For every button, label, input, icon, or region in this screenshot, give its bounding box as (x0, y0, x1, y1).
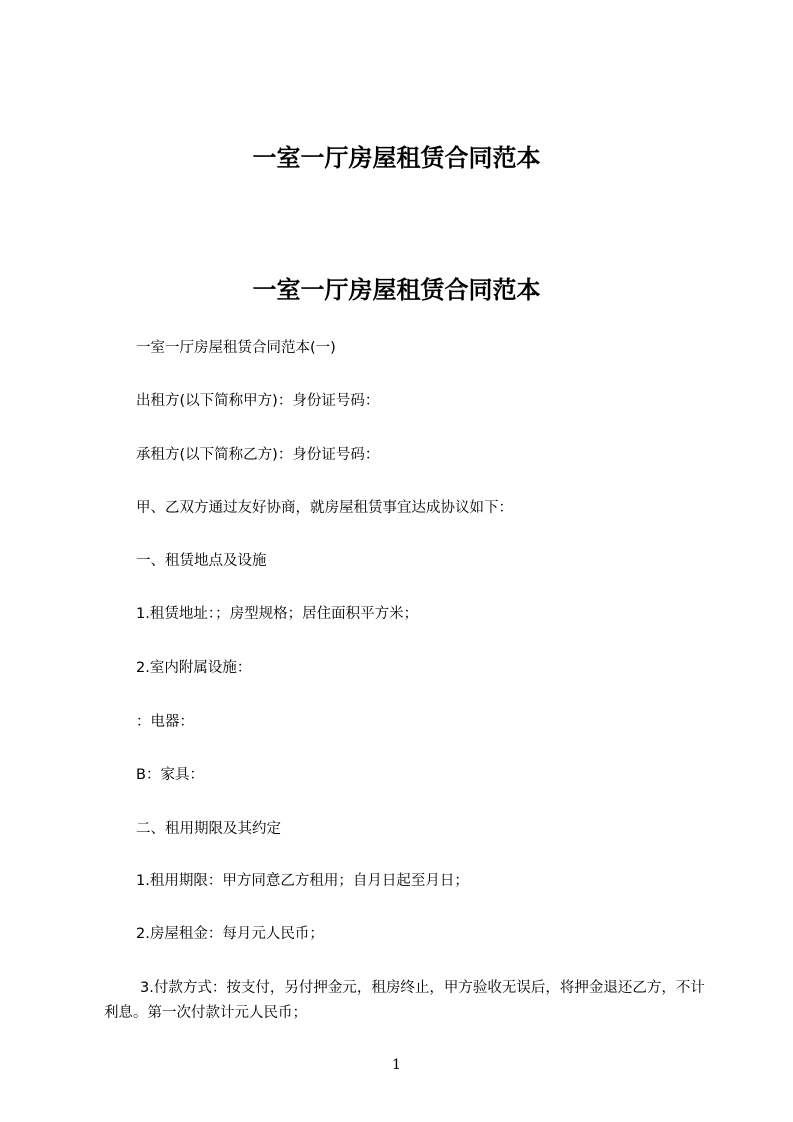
clause-appliances: ：电器： (136, 714, 194, 730)
section-heading-1: 一、租赁地点及设施 (136, 553, 267, 569)
clause-rent: 2.房屋租金：每月元人民币； (136, 926, 324, 942)
agreement-intro: 甲、乙双方通过友好协商，就房屋租赁事宜达成协议如下： (136, 500, 513, 516)
clause-lease-term: 1.租用期限：甲方同意乙方租用；自月日起至月日； (136, 873, 469, 889)
clause-address: 1.租赁地址：；房型规格；居住面积平方米； (136, 606, 419, 622)
lessor-line: 出租方(以下简称甲方)：身份证号码： (136, 393, 380, 409)
header-title: 一室一厅房屋租赁合同范本 (252, 144, 541, 172)
contract-subtitle: 一室一厅房屋租赁合同范本(一) (136, 340, 336, 356)
page-number: 1 (392, 1057, 401, 1073)
section-heading-2: 二、租用期限及其约定 (136, 821, 281, 837)
document-title: 一室一厅房屋租赁合同范本 (252, 276, 541, 304)
clause-payment: 3.付款方式：按支付，另付押金元，租房终止，甲方验收无误后，将押金退还乙方，不计利息。第一次付款计元人民币； (104, 980, 705, 1021)
clause-facilities: 2.室内附属设施： (136, 660, 252, 676)
clause-furniture: B：家具： (136, 767, 204, 783)
lessee-line: 承租方(以下简称乙方)：身份证号码： (136, 447, 380, 463)
